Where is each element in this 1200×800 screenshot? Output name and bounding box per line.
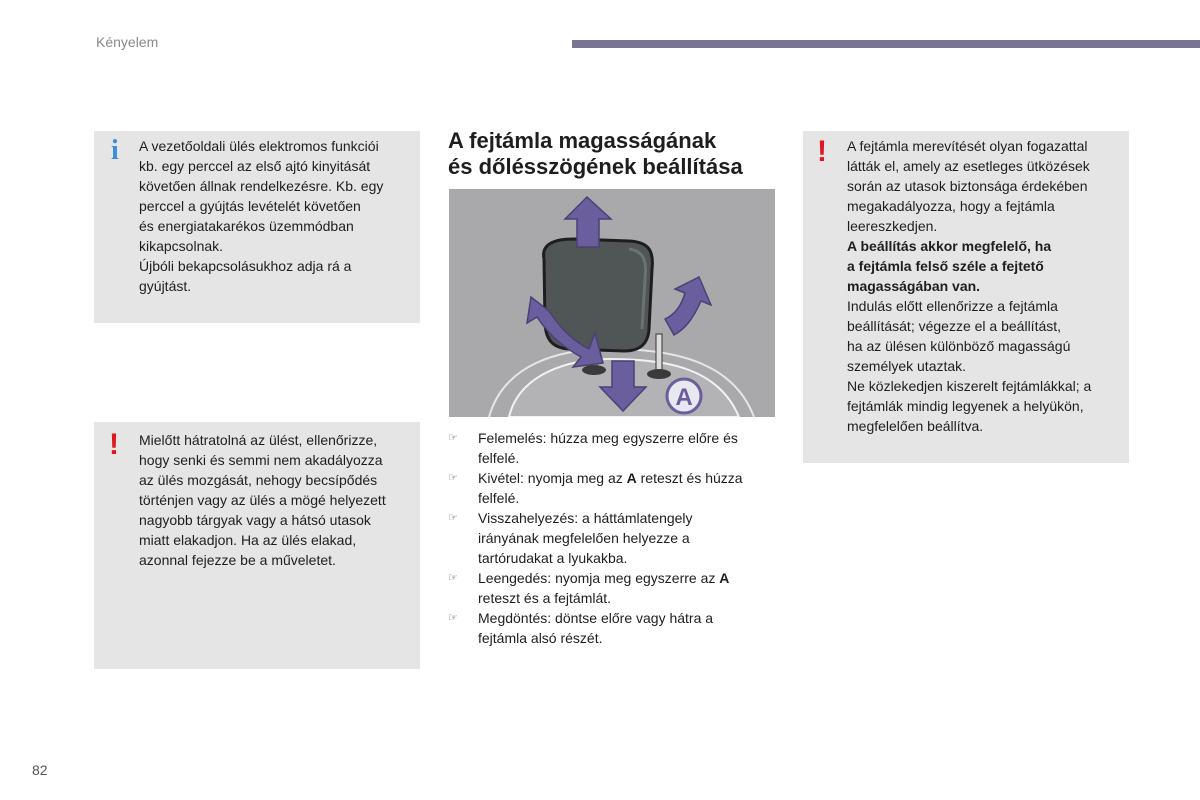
warning-line: ha az ülésen különböző magasságú [847,338,1071,354]
warning-line: az ülés mozgását, nehogy becsípődés [139,472,378,488]
warning-line: megakadályozza, hogy a fejtámla [847,198,1055,214]
warning-line: A fejtámla merevítését olyan fogazattal [847,138,1088,154]
warning-line: Mielőtt hátratolná az ülést, ellenőrizze, [139,432,378,448]
section-title-line1: A fejtámla magasságának [448,128,717,153]
headrest-illustration [449,189,775,417]
step-text: Kivétel: nyomja meg az [478,470,627,486]
info-line: kikapcsolnak. [139,238,224,254]
page-number: 82 [32,762,48,778]
step-text: fejtámla alsó részét. [478,630,603,646]
warning-line: nagyobb tárgyak vagy a hátsó utasok [139,512,371,528]
warning-line: fejtámlák mindig legyenek a helyükön, [847,398,1084,414]
warning-line-bold: magasságában van. [847,278,981,294]
warning-line: történjen vagy az ülés a mögé helyezett [139,492,386,508]
info-icon: i [111,135,119,166]
warning-line: során az utasok biztonsága érdekében [847,178,1088,194]
step-text: Visszahelyezés: a háttámlatengely [478,510,693,526]
info-line: gyújtást. [139,278,192,294]
steps-list [448,428,778,648]
bullet-icon: ☞ [448,472,458,484]
arrow-tilt-right [665,277,711,335]
warning-box-left [94,422,420,669]
step-text-bold: A [626,470,637,486]
warning-line: Ne közlekedjen kiszerelt fejtámlákkal; a [847,378,1092,394]
warning-line: megfelelően beállítva. [847,418,984,434]
info-line: követően állnak rendelkezésre. Kb. egy [139,178,384,194]
headrest-post-right [656,334,662,372]
list-item [448,468,778,508]
warning-icon: ! [817,135,827,168]
bullet-icon: ☞ [448,512,458,524]
list-item [448,568,778,608]
info-line: és energiatakarékos üzemmódban [139,218,354,234]
headrest-drawing [449,189,775,417]
step-text: felfelé. [478,450,520,466]
list-item [448,508,778,568]
warning-line: leereszkedjen. [847,218,938,234]
info-line: perccel a gyújtás levételét követően [139,198,361,214]
header-rule [572,40,1200,48]
step-text: felfelé. [478,490,520,506]
step-text: Leengedés: nyomja meg egyszerre az [478,570,720,586]
info-box [94,131,420,323]
warning-box-right [803,131,1129,463]
step-text: reteszt és húzza [636,470,743,486]
warning-line: miatt elakadjon. Ha az ülés elakad, [139,532,357,548]
step-text: reteszt és a fejtámlát. [478,590,612,606]
warning-line: azonnal fejezze be a műveletet. [139,552,336,568]
step-text: Felemelés: húzza meg egyszerre előre és [478,430,738,446]
step-text: tartórudakat a lyukakba. [478,550,628,566]
warning-line: hogy senki és semmi nem akadályozza [139,452,383,468]
step-text: Megdöntés: döntse előre vagy hátra a [478,610,714,626]
step-text: irányának megfelelően helyezze a [478,530,690,546]
list-item [448,608,778,648]
warning-line: Indulás előtt ellenőrizze a fejtámla [847,298,1058,314]
info-line: Újbóli bekapcsolásukhoz adja rá a [139,258,352,274]
info-line: kb. egy perccel az első ajtó kinyitását [139,158,371,174]
warning-line-bold: a fejtámla felső széle a fejtető [847,258,1044,274]
warning-line-bold: A beállítás akkor megfelelő, ha [847,238,1052,254]
warning-line: személyek utaztak. [847,358,967,374]
info-line: A vezetőoldali ülés elektromos funkciói [139,138,379,154]
warning-line: látták el, amely az esetleges ütközések [847,158,1090,174]
latch-label: A [675,384,693,411]
step-text-bold: A [719,570,730,586]
bullet-icon: ☞ [448,572,458,584]
header-title: Kényelem [96,34,159,50]
warning-line: beállítását; végezze el a beállítást, [847,318,1062,334]
bullet-icon: ☞ [448,612,458,624]
list-item [448,428,778,468]
warning-icon: ! [109,428,119,461]
section-title [448,128,788,180]
section-title-line2: és dőlésszögének beállítása [448,154,743,179]
bullet-icon: ☞ [448,432,458,444]
